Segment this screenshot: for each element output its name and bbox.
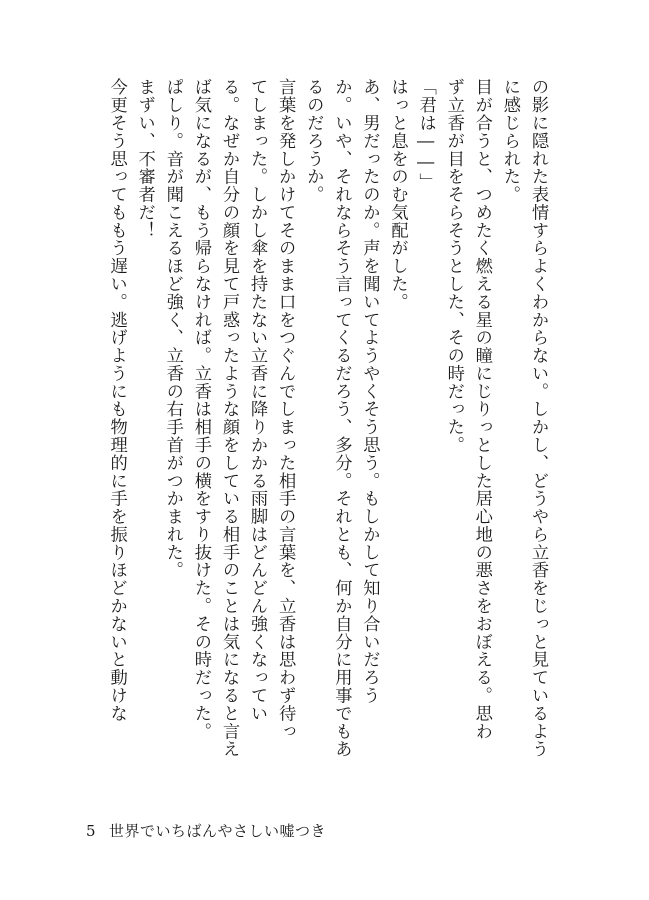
text-line: ず立香が目をそらそうとした、その時だった。	[443, 78, 464, 454]
book-title: 世界でいちばんやさしい嘘つき	[109, 822, 327, 840]
text-line: る。なぜか自分の顔を見て戸惑ったような顔をしている相手のことは気になると言え	[218, 78, 239, 758]
text-line: あ、男だったのか。声を聞いてようやくそう思う。もしかして知り合いだろう	[359, 78, 380, 705]
text-line: 「君は――」	[415, 78, 436, 191]
page-footer	[86, 822, 326, 840]
text-line: るのだろうか。	[303, 78, 324, 204]
vertical-text-body	[82, 78, 552, 778]
text-line: まずい、不審者だ！	[134, 78, 155, 240]
text-line: ば気になるが、もう帰らなければ。立香は相手の横をすり抜けた。その時だった。	[190, 78, 211, 740]
text-line: てしまった。しかし傘を持たない立香に降りかかる雨脚はどんどん強くなってい	[247, 78, 268, 723]
text-line: 目が合うと、つめたく燃える星の瞳にじりっとした居心地の悪さをおぼえる。思わ	[471, 78, 492, 740]
text-line: か。いや、それならそう言ってくるだろう、多分。それとも、何か自分に用事でもあ	[331, 78, 352, 758]
text-line: 今更そう思ってももう遅い。逃げようにも物理的に手を振りほどかないと動けな	[106, 78, 127, 723]
text-line: はっと息をのむ気配がした。	[387, 78, 408, 311]
text-line: の影に隠れた表情すらよくわからない。しかし、どうやら立香をじっと見ているよう	[528, 78, 548, 758]
text-line: 言葉を発しかけてそのまま口をつぐんでしまった相手の言葉を、立香は思わず待っ	[275, 78, 296, 740]
page-number: 5	[86, 822, 97, 840]
text-line: ぱしり。音が聞こえるほど強く、立香の右手首がつかまれた。	[162, 78, 183, 579]
text-line: に感じられた。	[499, 78, 520, 204]
